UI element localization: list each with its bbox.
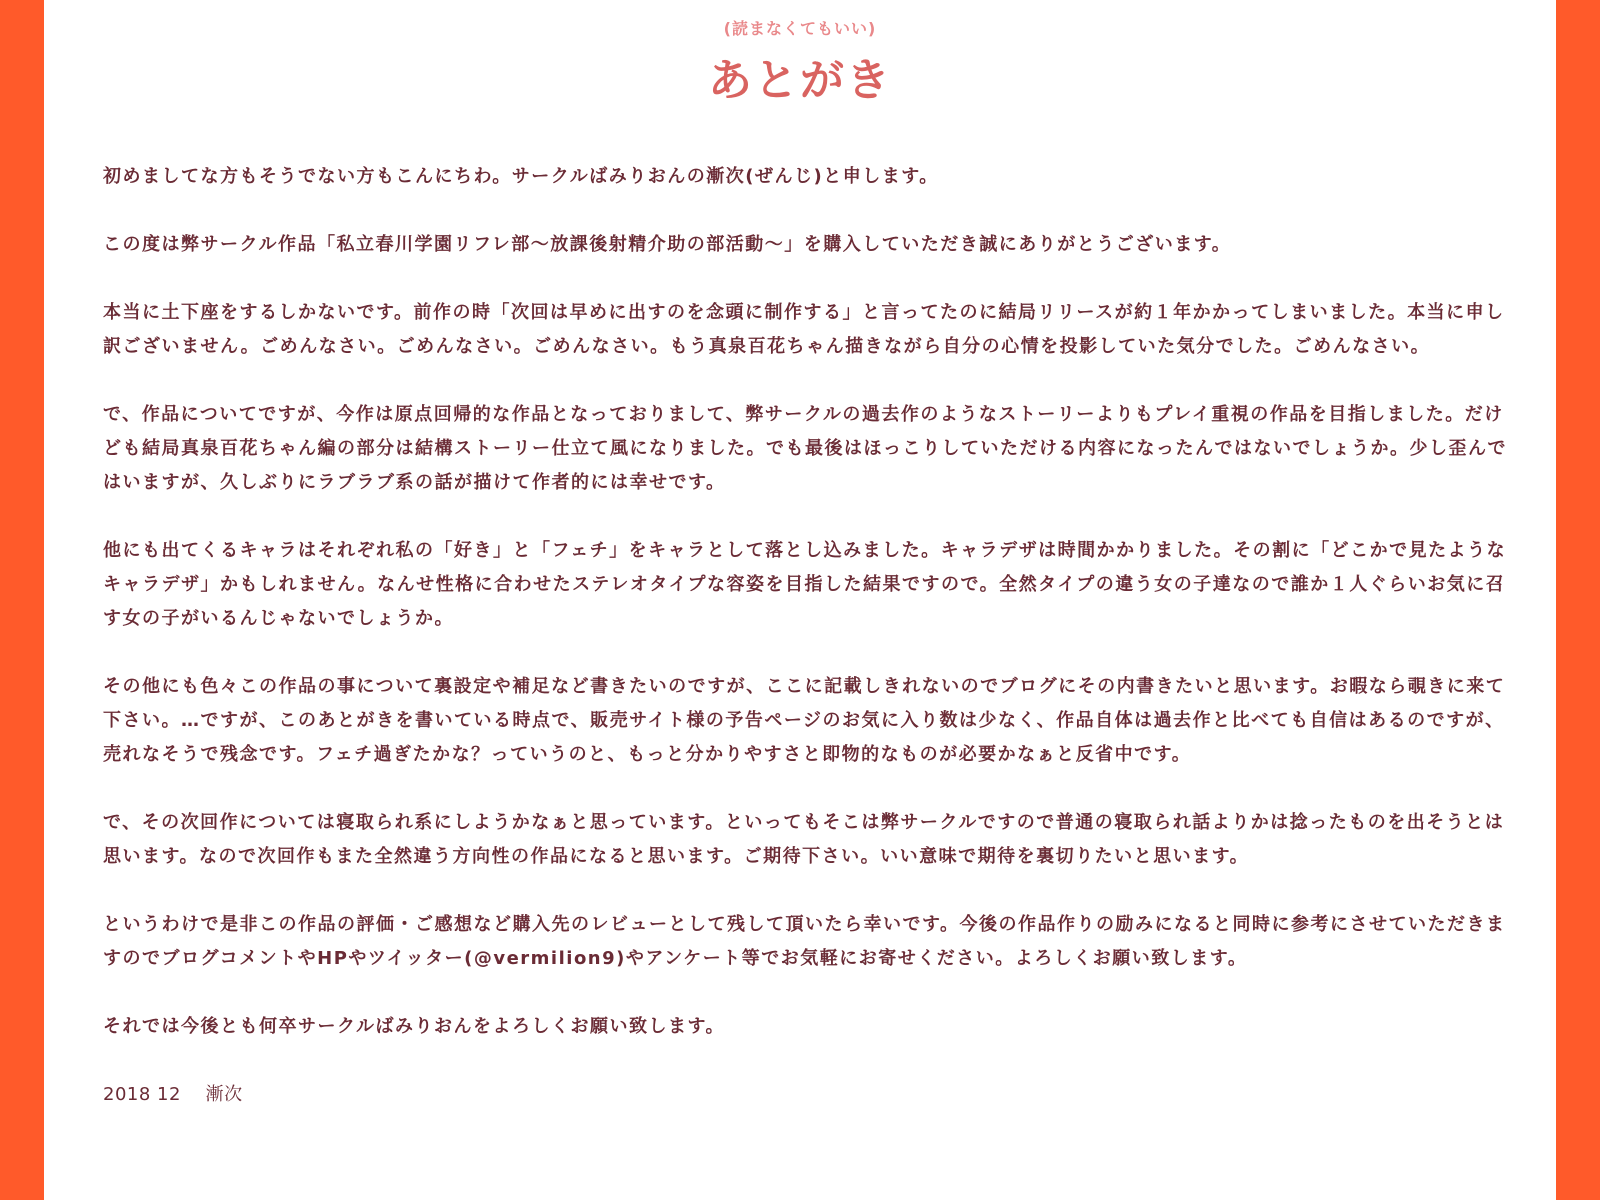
paragraph-thanks: この度は弊サークル作品「私立春川学園リフレ部〜放課後射精介助の部活動〜」を購入していただき誠にありがとうございます。	[103, 234, 1232, 255]
paragraph-feedback: というわけで是非この作品の評価・ご感想など購入先のレビューとして残して頂いたら幸いです。今後の作品作りの励みになると同時に参考にさせていただきますのでブログコメントやHPやツイッター(@vermilion9)やアンケート等でお気軽にお寄せください。よろしくお願い致します。	[103, 914, 1506, 969]
paragraph-characters: 他にも出てくるキャラはそれぞれ私の「好き」と「フェチ」をキャラとして落とし込みました。キャラデザは時間かかりました。その割に「どこかで見たようなキャラデザ」かもしれません。なんせ性格に合わせたステレオタイプな容姿を目指した結果ですので。全然タイプの違う女の子達なので誰か１人ぐらいお気に召す女の子がいるんじゃないでしょうか。	[103, 540, 1507, 629]
signature-date-author: 2018 12 漸次	[103, 1084, 243, 1105]
afterword-page	[44, 0, 1556, 1200]
paragraph-greeting: 初めましてな方もそうでない方もこんにちわ。サークルばみりおんの漸次(ぜんじ)と申します。	[103, 166, 939, 187]
page-title: あとがき	[708, 55, 892, 106]
paragraph-about-work: で、作品についてですが、今作は原点回帰的な作品となっておりまして、弊サークルの過去作のようなストーリーよりもプレイ重視の作品を目指しました。だけども結局真泉百花ちゃん編の部分は結構ストーリー仕立て風になりました。でも最後はほっこりしていただける内容になったんではないでしょうか。少し歪んではいますが、久しぶりにラブラブ系の話が描けて作者的には幸せです。	[103, 404, 1507, 493]
paragraph-closing: それでは今後とも何卒サークルばみりおんをよろしくお願い致します。	[103, 1016, 726, 1037]
page-subtitle: (読まなくてもいい)	[723, 19, 877, 38]
paragraph-blog: その他にも色々この作品の事について裏設定や補足など書きたいのですが、ここに記載しきれないのでブログにその内書きたいと思います。お暇なら覗きに来て下さい。…ですが、このあとがきを書いている時点で、販売サイト様の予告ページのお気に入り数は少なく、作品自体は過去作と比べても自信はあるのですが、売れなそうで残念です。フェチ過ぎたかな？っていうのと、もっと分かりやすさと即物的なものが必要かなぁと反省中です。	[103, 676, 1506, 765]
paragraph-next-work: で、その次回作については寝取られ系にしようかなぁと思っています。といってもそこは弊サークルですので普通の寝取られ話よりかは捻ったものを出そうとは思います。なので次回作もまた全然違う方向性の作品になると思います。ご期待下さい。いい意味で期待を裏切りたいと思います。	[103, 812, 1505, 867]
afterword-body	[103, 160, 1513, 1112]
paragraph-apology: 本当に土下座をするしかないです。前作の時「次回は早めに出すのを念頭に制作する」と言ってたのに結局リリースが約１年かかってしまいました。本当に申し訳ございません。ごめんなさい。ごめんなさい。ごめんなさい。もう真泉百花ちゃん描きながら自分の心情を投影していた気分でした。ごめんなさい。	[103, 302, 1505, 357]
